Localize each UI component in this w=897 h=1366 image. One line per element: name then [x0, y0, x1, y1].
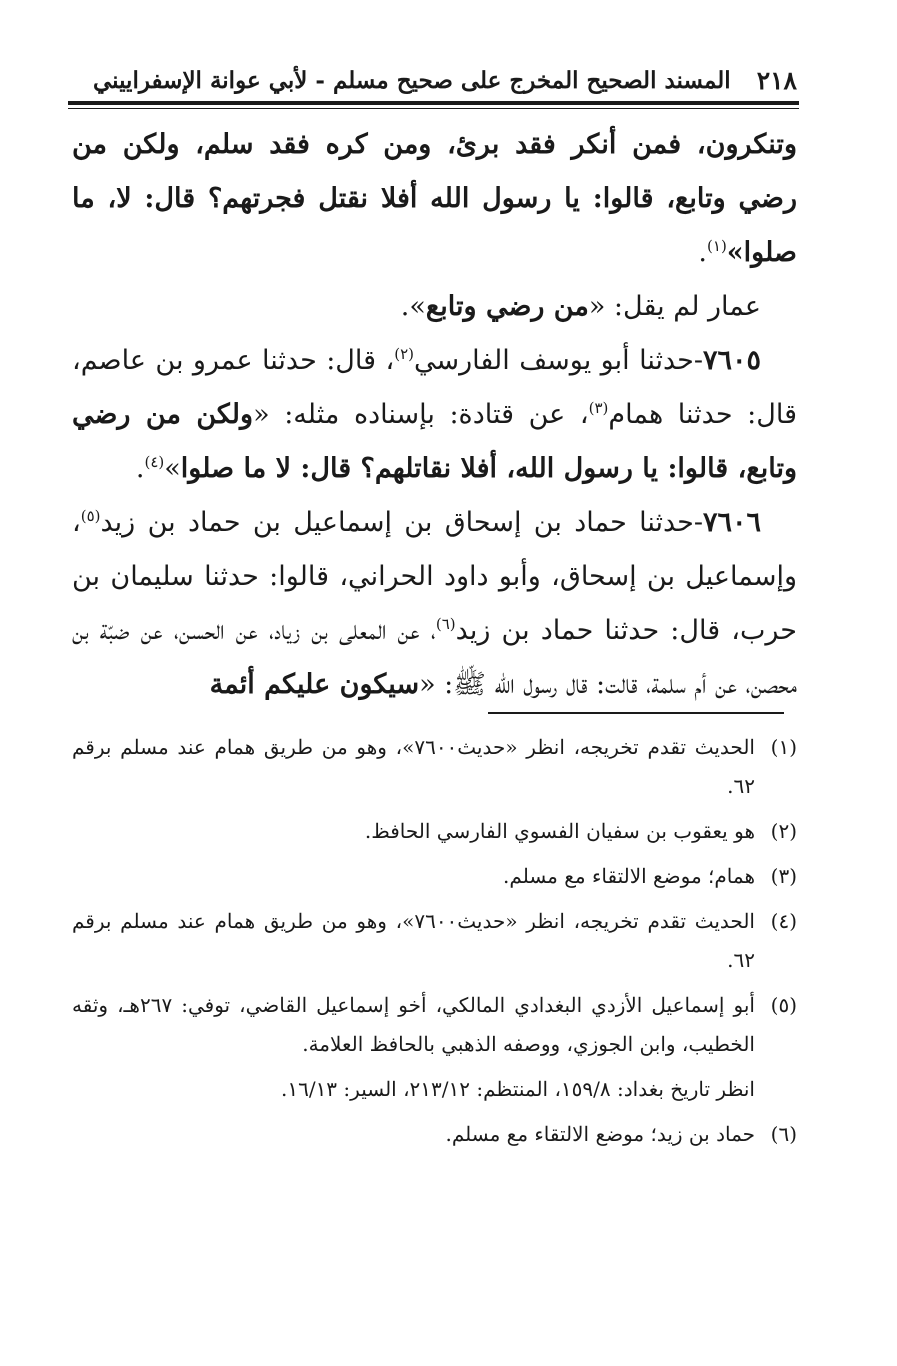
- p1-bold: وتنكرون، فمن أنكر فقد برئ، ومن كره فقد سلم، ولكن من رضي وتابع، قالوا: يا رسول الله أفلا نقتل فجرتهم؟ قال: لا، ما صلوا»: [72, 129, 797, 268]
- p4-text-c: ، عن المعلى بن زياد، عن الحسن، عن ضبّة بن محصن، عن أم سلمة، قالت: قال رسول الله ﷺ: «: [72, 615, 797, 700]
- page-number: ٢١٨: [756, 65, 797, 95]
- footnote-ref-3[interactable]: (٣): [588, 399, 609, 417]
- footnote-5: [72, 986, 797, 1064]
- p3-text-a: -حدثنا أبو يوسف الفارسي: [413, 345, 703, 376]
- page-header: [70, 62, 797, 98]
- p2-plain: عمار لم يقل: «: [588, 291, 761, 322]
- paragraph-2: [72, 280, 797, 334]
- footnotes: [72, 728, 797, 1160]
- p1-end: .: [698, 237, 708, 268]
- p3-bold: ولكن من رضي وتابع، قالوا: يا رسول الله، أفلا نقاتلهم؟ قال: لا ما صلوا: [72, 399, 797, 484]
- p4-text-b: ، وإسماعيل بن إسحاق، وأبو داود الحراني، قالوا: حدثنا سليمان بن حرب، قال: حدثنا حماد بن زيد: [72, 507, 797, 646]
- p4-text-a: -حدثنا حماد بن إسحاق بن إسماعيل بن حماد بن زيد: [100, 507, 703, 538]
- footnote-number: (٤): [770, 909, 797, 933]
- paragraph-1: [72, 118, 797, 280]
- footnote-text: الحديث تقدم تخريجه، انظر «حديث٧٦٠٠»، وهو من طريق همام عند مسلم برقم ٦٢.: [72, 909, 755, 972]
- p2-bold: من رضي وتابع: [425, 291, 589, 322]
- footnote-text: هو يعقوب بن سفيان الفسوي الفارسي الحافظ.: [364, 819, 755, 843]
- footnote-ref-4[interactable]: (٤): [144, 453, 165, 471]
- footnote-5-reference: انظر تاريخ بغداد: ١٥٩/٨، المنتظم: ٢١٣/١٢، السير: ١٦/١٣.: [280, 1077, 755, 1101]
- footnote-number: (٦): [770, 1122, 797, 1146]
- footnote-number: (٥): [770, 993, 797, 1017]
- footnote-text: همام؛ موضع الالتقاء مع مسلم.: [503, 864, 755, 888]
- footnote-ref-5[interactable]: (٥): [80, 507, 101, 525]
- hadith-7606: [72, 496, 797, 712]
- footnote-text: أبو إسماعيل الأزدي البغدادي المالكي، أخو إسماعيل القاضي، توفي: ٢٦٧هـ، وثقه الخطيب، وابن الجوزي، ووصفه الذهبي بالحافظ العلامة.: [72, 993, 755, 1056]
- footnote-ref-1[interactable]: (١): [707, 237, 727, 255]
- p3-close: »: [164, 453, 181, 484]
- footnote-text: حماد بن زيد؛ موضع الالتقاء مع مسلم.: [445, 1122, 755, 1146]
- header-rule-thin: [68, 108, 799, 109]
- footnote-number: (٣): [770, 864, 797, 888]
- p4-bold: سيكون عليكم أئمة: [209, 669, 420, 700]
- footnote-number: (٢): [770, 819, 797, 843]
- footnote-text: الحديث تقدم تخريجه، انظر «حديث٧٦٠٠»، وهو من طريق همام عند مسلم برقم ٦٢.: [72, 735, 755, 798]
- footnote-6: [72, 1115, 797, 1154]
- footnote-4: [72, 902, 797, 980]
- hadith-number: ٧٦٠٥: [702, 345, 761, 376]
- hadith-number: ٧٦٠٦: [702, 507, 761, 538]
- main-text: [72, 118, 797, 712]
- p3-end: .: [135, 453, 145, 484]
- footnote-3: [72, 857, 797, 896]
- running-title: المسند الصحيح المخرج على صحيح مسلم - لأبي عوانة الإسفراييني: [93, 66, 731, 94]
- footnote-separator: [488, 712, 784, 714]
- header-rule-thick: [68, 101, 799, 105]
- footnote-number: (١): [770, 735, 797, 759]
- p2-end: ».: [400, 291, 426, 322]
- footnote-1: [72, 728, 797, 806]
- p3-text-b: ، قال: حدثنا عمرو بن عاصم، قال: حدثنا همام: [72, 345, 798, 430]
- footnote-ref-2[interactable]: (٢): [394, 345, 414, 363]
- hadith-7605: [72, 334, 797, 496]
- p3-text-c: ، عن قتادة: بإسناده مثله: «: [253, 399, 589, 430]
- footnote-ref-6[interactable]: (٦): [435, 615, 456, 633]
- footnote-2: [72, 812, 797, 851]
